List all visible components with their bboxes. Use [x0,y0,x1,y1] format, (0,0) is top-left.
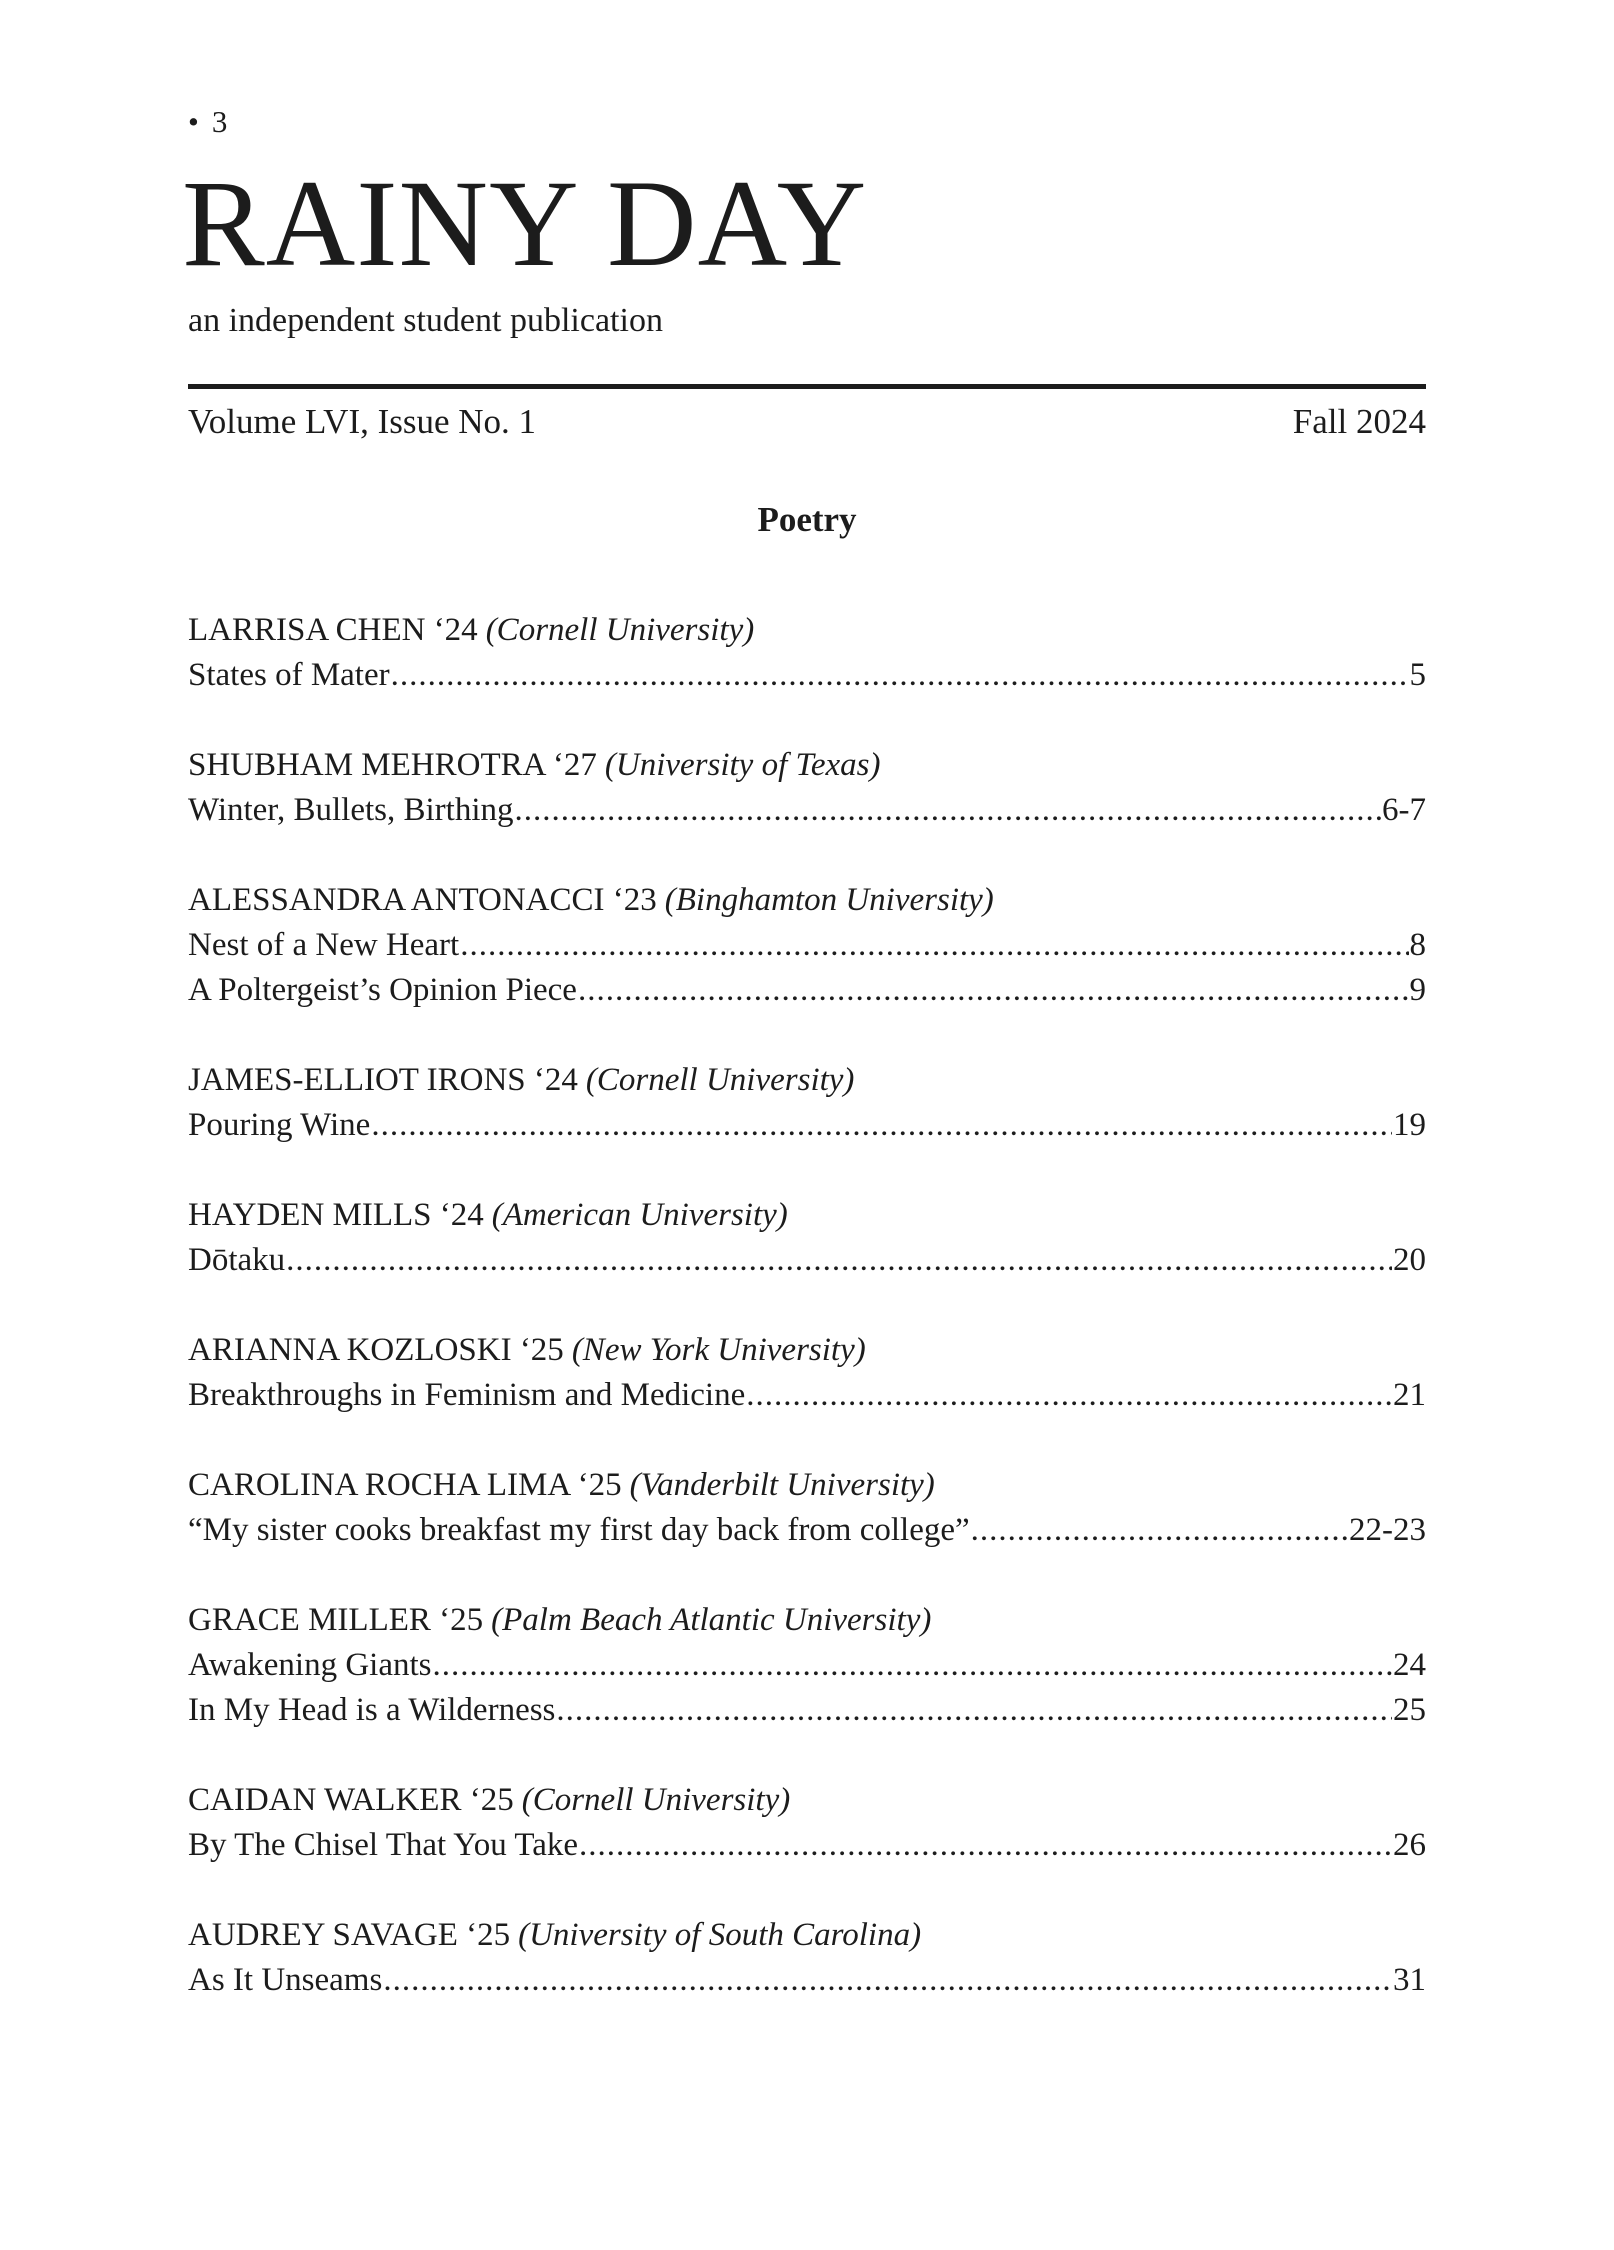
work-title: Dōtaku [188,1242,286,1278]
work-line[interactable] [188,1377,1426,1422]
author-line [188,1467,1426,1512]
author-line [188,1062,1426,1107]
author-name: CAROLINA ROCHA LIMA ‘25 [188,1467,622,1503]
work-page: 6-7 [1382,792,1426,828]
toc-entry [188,1332,1426,1422]
toc-entry [188,1917,1426,2007]
work-title: In My Head is a Wilderness [188,1692,556,1728]
volume-issue: Volume LVI, Issue No. 1 [188,402,537,441]
work-page: 25 [1393,1692,1426,1728]
work-line[interactable] [188,1647,1426,1692]
work-page: 9 [1409,972,1426,1008]
page-number-value: 3 [211,104,229,139]
work-page: 8 [1409,927,1426,963]
dot-leader [433,1647,1392,1684]
work-line[interactable] [188,1827,1426,1872]
author-school: (Palm Beach Atlantic University) [491,1602,932,1638]
dot-leader [579,1827,1392,1864]
work-page: 19 [1393,1107,1426,1143]
toc-entry [188,1197,1426,1287]
work-page: 5 [1409,657,1426,693]
work-page: 24 [1393,1647,1426,1683]
dot-leader [515,792,1382,829]
issue-season: Fall 2024 [1292,402,1426,441]
author-name: CAIDAN WALKER ‘25 [188,1782,514,1818]
author-line [188,882,1426,927]
author-name: HAYDEN MILLS ‘24 [188,1197,484,1233]
dot-leader [391,657,1409,694]
work-title: Awakening Giants [188,1647,432,1683]
author-name: ALESSANDRA ANTONACCI ‘23 [188,882,657,918]
author-school: (New York University) [571,1332,866,1368]
work-line[interactable] [188,1107,1426,1152]
author-name: ARIANNA KOZLOSKI ‘25 [188,1332,564,1368]
masthead-title: RAINY DAY [182,155,868,292]
work-title: As It Unseams [188,1962,383,1998]
work-page: 22-23 [1349,1512,1426,1548]
author-school: (Vanderbilt University) [629,1467,935,1503]
author-name: LARRISA CHEN ‘24 [188,612,478,648]
work-title: Winter, Bullets, Birthing [188,792,514,828]
dot-leader [578,972,1409,1009]
work-title: “My sister cooks breakfast my first day back from college” [188,1512,970,1548]
work-line[interactable] [188,657,1426,702]
toc-entry [188,1602,1426,1737]
dot-leader [383,1962,1392,1999]
author-line [188,612,1426,657]
work-line[interactable] [188,927,1426,972]
work-title: Nest of a New Heart [188,927,460,963]
work-page: 26 [1393,1827,1426,1863]
toc-entry [188,612,1426,702]
author-school: (Binghamton University) [664,882,994,918]
toc-entry [188,1782,1426,1872]
issue-row [188,402,1426,442]
bullet-glyph: • [188,104,200,139]
header-rule [188,384,1426,389]
author-name: GRACE MILLER ‘25 [188,1602,484,1638]
work-line[interactable] [188,1512,1426,1557]
author-name: AUDREY SAVAGE ‘25 [188,1917,511,1953]
dot-leader [286,1242,1392,1279]
work-line[interactable] [188,1242,1426,1287]
work-title: Breakthroughs in Feminism and Medicine [188,1377,746,1413]
author-school: (University of South Carolina) [518,1917,922,1953]
dot-leader [556,1692,1392,1729]
author-line [188,1602,1426,1647]
table-of-contents [188,612,1426,2052]
author-name: JAMES-ELLIOT IRONS ‘24 [188,1062,578,1098]
author-line [188,747,1426,792]
toc-entry [188,1467,1426,1557]
work-line[interactable] [188,972,1426,1017]
toc-entry [188,1062,1426,1152]
author-school: (Cornell University) [521,1782,791,1818]
dot-leader [460,927,1408,964]
section-heading: Poetry [757,500,857,539]
dot-leader [371,1107,1392,1144]
work-title: By The Chisel That You Take [188,1827,579,1863]
author-school: (University of Texas) [604,747,881,783]
work-page: 20 [1393,1242,1426,1278]
work-line[interactable] [188,1962,1426,2007]
author-line [188,1782,1426,1827]
page-number [188,104,228,140]
work-title: Pouring Wine [188,1107,371,1143]
author-name: SHUBHAM MEHROTRA ‘27 [188,747,597,783]
toc-entry [188,882,1426,1017]
work-page: 21 [1393,1377,1426,1413]
author-school: (Cornell University) [585,1062,855,1098]
author-line [188,1917,1426,1962]
dot-leader [971,1512,1348,1549]
author-line [188,1332,1426,1377]
dot-leader [746,1377,1392,1414]
work-line[interactable] [188,792,1426,837]
tagline: an independent student publication [188,302,663,339]
work-title: States of Mater [188,657,390,693]
work-page: 31 [1393,1962,1426,1998]
work-line[interactable] [188,1692,1426,1737]
toc-entry [188,747,1426,837]
author-line [188,1197,1426,1242]
work-title: A Poltergeist’s Opinion Piece [188,972,577,1008]
author-school: (Cornell University) [485,612,755,648]
author-school: (American University) [491,1197,788,1233]
